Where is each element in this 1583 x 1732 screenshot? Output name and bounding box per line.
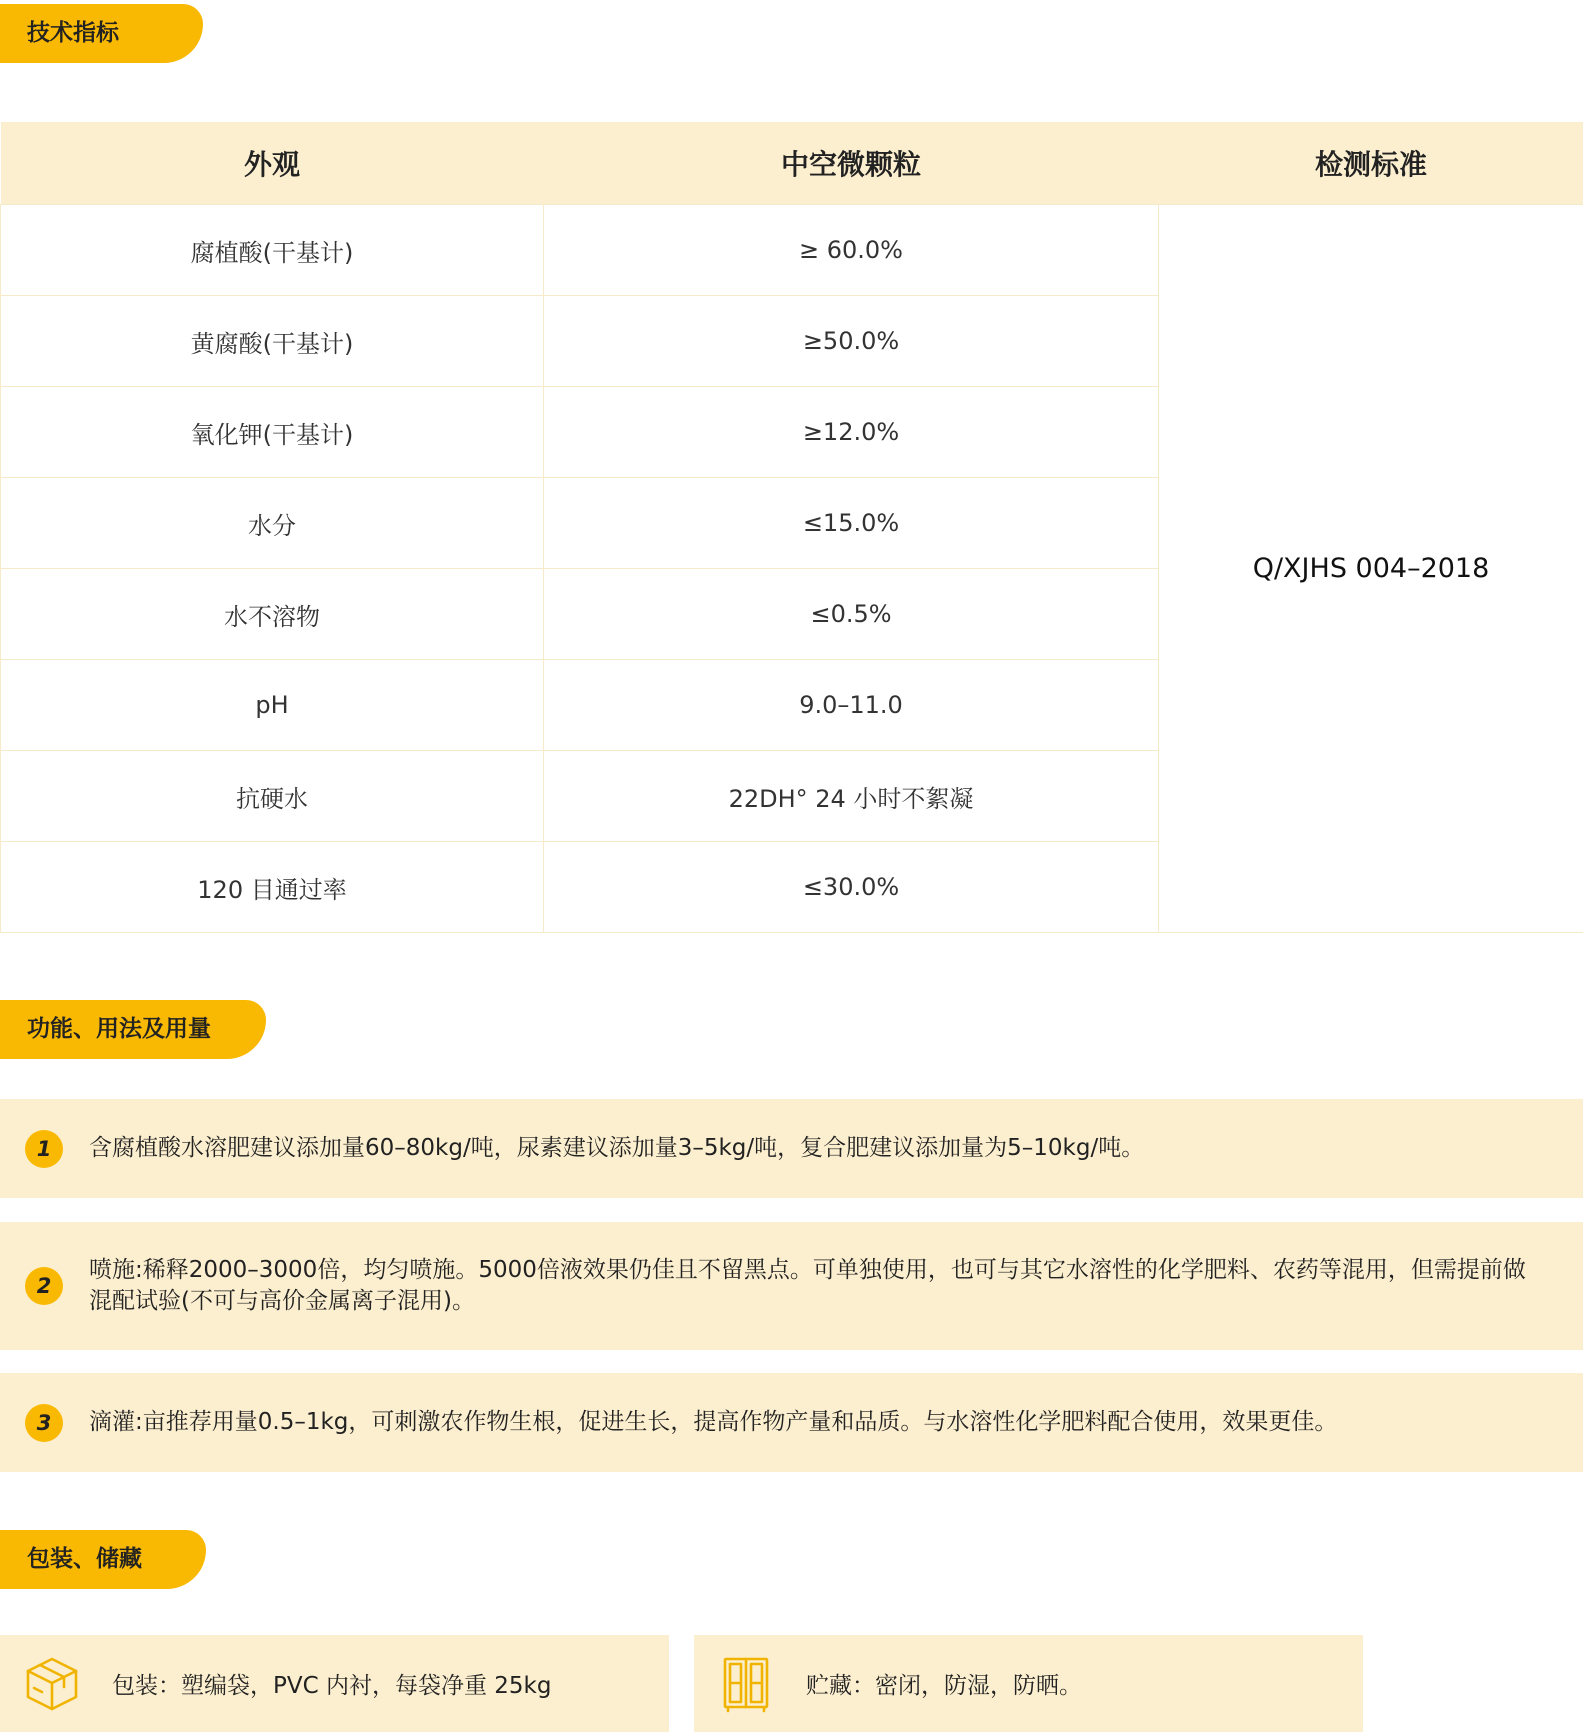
spec-table-header <box>1 122 1583 205</box>
value-cell: ≥ 60.0% <box>544 205 1159 296</box>
number-badge: 1 <box>25 1130 63 1168</box>
section-tab-spec: 技术指标 <box>0 4 203 63</box>
header-standard: 检测标准 <box>1159 122 1583 205</box>
usage-item <box>0 1099 1583 1198</box>
item-cell: 水不溶物 <box>1 569 544 660</box>
table-row <box>1 205 1583 296</box>
item-cell: pH <box>1 660 544 751</box>
usage-text: 喷施:稀释2000–3000倍，均匀喷施。5000倍液效果仍佳且不留黑点。可单独使用，也可与其它水溶性的化学肥料、农药等混用，但需提前做混配试验(不可与高价金属离子混用)。 <box>89 1257 1526 1314</box>
value-cell: ≥12.0% <box>544 387 1159 478</box>
usage-text: 滴灌:亩推荐用量0.5–1kg，可刺激农作物生根，促进生长，提高作物产量和品质。与水溶性化学肥料配合使用，效果更佳。 <box>89 1409 1338 1435</box>
usage-text: 含腐植酸水溶肥建议添加量60–80kg/吨，尿素建议添加量3–5kg/吨，复合肥建议添加量为5–10kg/吨。 <box>89 1135 1145 1161</box>
number-badge: 2 <box>25 1267 63 1305</box>
value-cell: ≤0.5% <box>544 569 1159 660</box>
item-cell: 黄腐酸(干基计) <box>1 296 544 387</box>
usage-item <box>0 1373 1583 1472</box>
cabinet-icon <box>716 1654 776 1714</box>
value-cell: ≤15.0% <box>544 478 1159 569</box>
value-cell: ≤30.0% <box>544 842 1159 933</box>
value-cell: ≥50.0% <box>544 296 1159 387</box>
packaging-box <box>0 1635 669 1732</box>
standard-cell: Q/XJHS 004–2018 <box>1159 205 1583 933</box>
item-cell: 120 目通过率 <box>1 842 544 933</box>
package-box-icon <box>22 1654 82 1714</box>
header-form: 中空微颗粒 <box>544 122 1159 205</box>
header-appearance: 外观 <box>1 122 544 205</box>
storage-text: 贮藏：密闭，防湿，防晒。 <box>806 1673 1082 1699</box>
packaging-text: 包装：塑编袋，PVC 内衬，每袋净重 25kg <box>112 1673 552 1699</box>
item-cell: 氧化钾(干基计) <box>1 387 544 478</box>
value-cell: 9.0–11.0 <box>544 660 1159 751</box>
item-cell: 水分 <box>1 478 544 569</box>
value-cell: 22DH° 24 小时不絮凝 <box>544 751 1159 842</box>
item-cell: 抗硬水 <box>1 751 544 842</box>
item-cell: 腐植酸(干基计) <box>1 205 544 296</box>
number-badge: 3 <box>25 1404 63 1442</box>
section-tab-storage: 包装、储藏 <box>0 1530 206 1589</box>
usage-item <box>0 1222 1583 1350</box>
storage-box <box>694 1635 1363 1732</box>
spec-table <box>0 122 1583 933</box>
section-tab-usage: 功能、用法及用量 <box>0 1000 266 1059</box>
